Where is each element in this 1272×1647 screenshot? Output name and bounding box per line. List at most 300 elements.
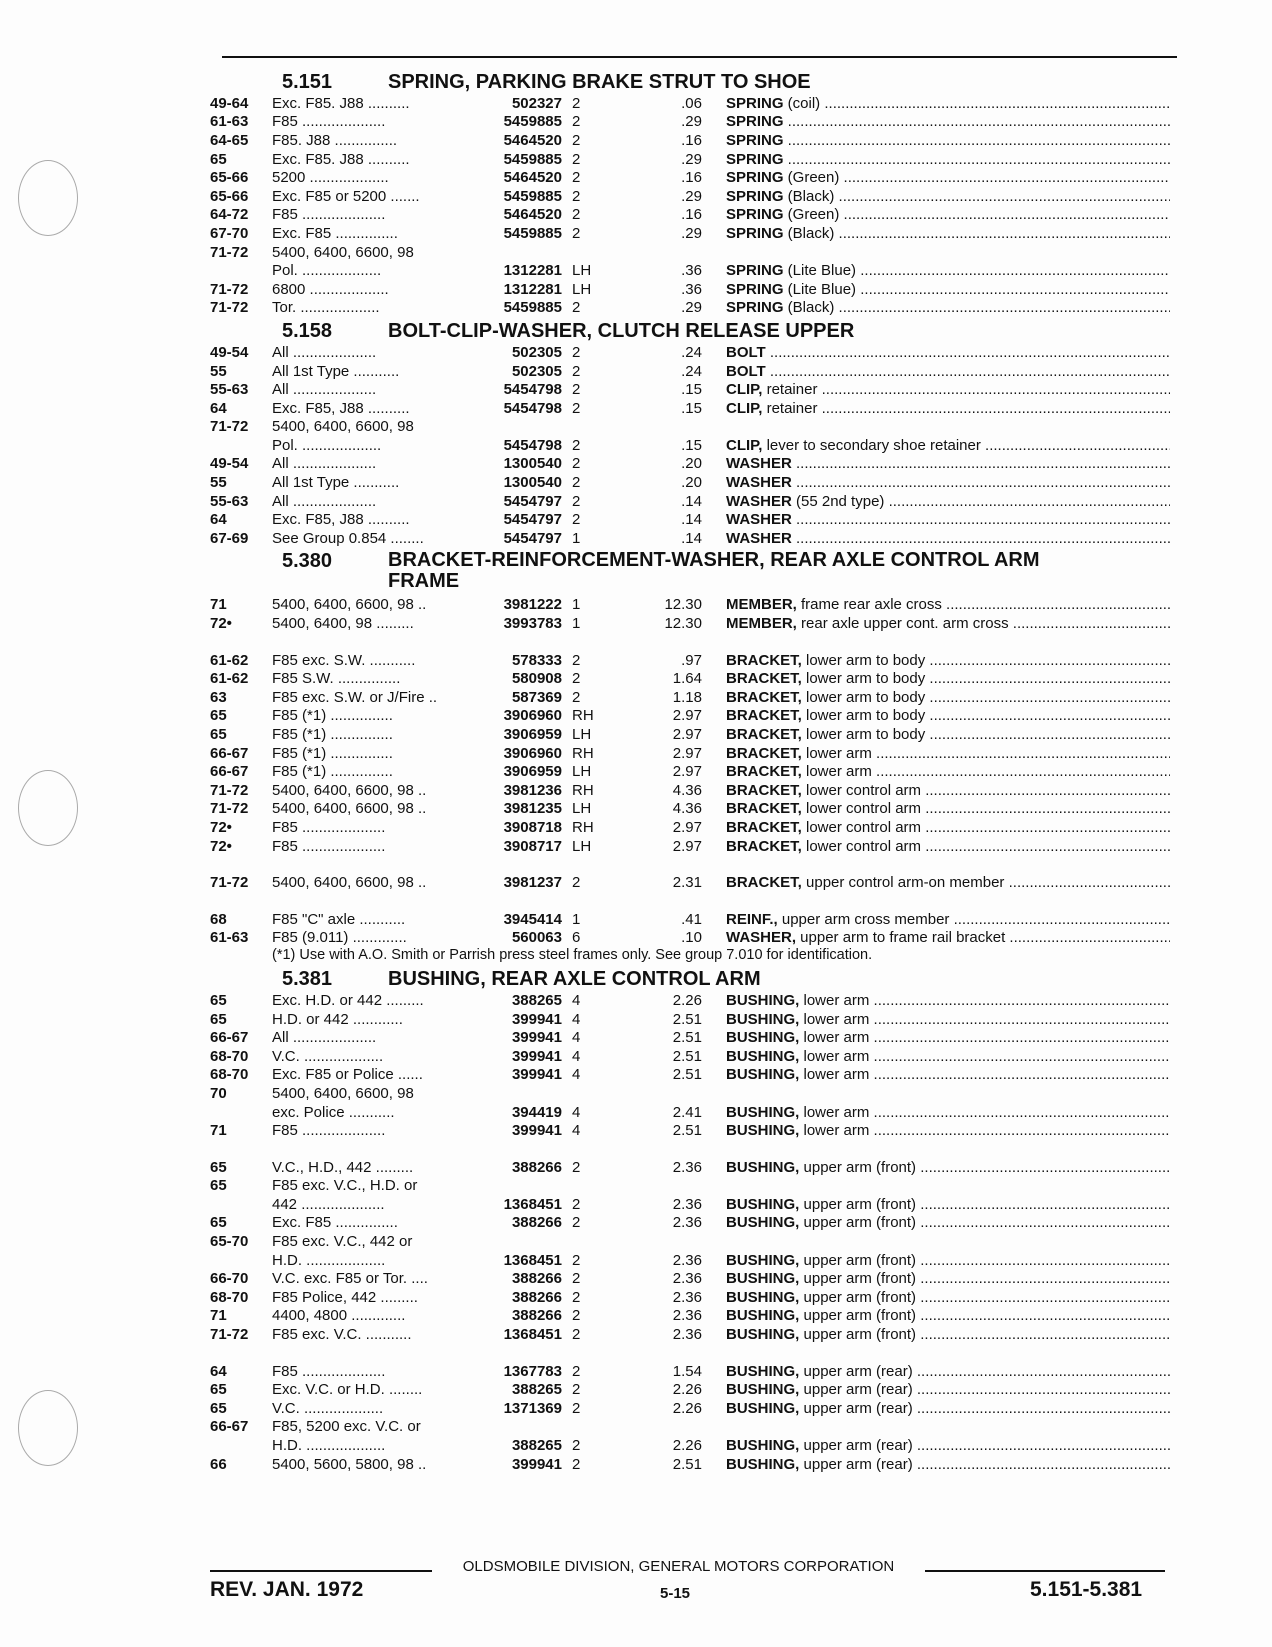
part-number: 1312281	[503, 262, 562, 280]
description	[726, 1196, 1170, 1213]
section-heading	[210, 319, 1170, 343]
price: 1.18	[672, 688, 702, 706]
description-detail: upper arm cross member	[777, 910, 950, 928]
description-text	[726, 455, 1170, 472]
model-year: 66-67	[210, 744, 249, 762]
price: .24	[681, 343, 702, 361]
catalog-row	[210, 1269, 1170, 1288]
description-detail: rear axle upper cont. arm cross	[796, 615, 1009, 633]
description-text	[726, 1363, 1170, 1380]
application: F85 (*1) ...............	[272, 707, 393, 725]
section-title-line: SPRING, PARKING BRAKE STRUT TO SHOE	[388, 70, 811, 93]
catalog-row	[210, 299, 1170, 318]
model-year: 55	[210, 362, 227, 380]
description-detail: lower arm to body	[801, 707, 926, 725]
price: 2.36	[672, 1307, 702, 1325]
description	[726, 363, 1170, 380]
quantity: 2	[572, 362, 581, 380]
part-number: 5464520	[503, 131, 562, 149]
catalog-row	[210, 1177, 1170, 1196]
binder-hole	[18, 1390, 78, 1466]
description-detail: lower arm	[799, 1066, 870, 1084]
description-text	[726, 1252, 1170, 1269]
description-text	[726, 1326, 1170, 1343]
part-number: 399941	[511, 1047, 562, 1065]
description-detail: upper arm (rear)	[799, 1455, 913, 1473]
price: 4.36	[672, 800, 702, 818]
catalog-row	[210, 1399, 1170, 1418]
description	[726, 1270, 1170, 1287]
description-detail: lower arm	[799, 1029, 870, 1047]
catalog-row	[210, 362, 1170, 381]
description-name: BRACKET,	[726, 818, 802, 836]
application: V.C. ...................	[272, 1399, 384, 1417]
catalog-row	[210, 1232, 1170, 1251]
section-title	[388, 72, 811, 93]
description-detail: lower control arm	[801, 800, 922, 818]
description-name: BUSHING,	[726, 1399, 800, 1417]
section-number: 5.151	[282, 70, 333, 93]
model-year: 55-63	[210, 381, 249, 399]
description-text	[726, 911, 1170, 928]
description-text	[726, 281, 1170, 298]
description-detail: (Black)	[783, 299, 835, 317]
application: H.D. ...................	[272, 1437, 386, 1455]
price: .97	[681, 651, 702, 669]
description	[726, 1381, 1170, 1398]
model-year: 61-63	[210, 113, 249, 131]
description-text	[726, 745, 1170, 762]
price: .15	[681, 399, 702, 417]
quantity: 2	[572, 1288, 581, 1306]
price: 2.51	[672, 1047, 702, 1065]
description-text	[726, 1270, 1170, 1287]
description-detail: lower arm	[799, 1122, 870, 1140]
part-number: 1368451	[503, 1195, 562, 1213]
quantity: 2	[572, 1158, 581, 1176]
description	[726, 1363, 1170, 1380]
model-year: 66	[210, 1455, 227, 1473]
description	[726, 763, 1170, 780]
quantity: 2	[572, 688, 581, 706]
parts-catalog	[210, 68, 1170, 1473]
description-name: BRACKET,	[726, 688, 802, 706]
price: 2.51	[672, 1010, 702, 1028]
description-detail: upper arm (front)	[799, 1288, 917, 1306]
price: 1.54	[672, 1362, 702, 1380]
description	[726, 400, 1170, 417]
application: All ....................	[272, 381, 377, 399]
description-text	[726, 800, 1170, 817]
description-name: CLIP,	[726, 399, 763, 417]
application: F85 exc. S.W. or J/Fire ..	[272, 688, 438, 706]
description	[726, 800, 1170, 817]
model-year: 71-72	[210, 800, 249, 818]
application: 442 ....................	[272, 1195, 385, 1213]
price: .29	[681, 187, 702, 205]
quantity: LH	[572, 726, 592, 744]
description-text	[726, 1066, 1170, 1083]
quantity: 2	[572, 399, 581, 417]
description	[726, 437, 1170, 454]
description-text	[726, 763, 1170, 780]
catalog-row	[210, 473, 1170, 492]
description-detail: upper arm (rear)	[799, 1437, 913, 1455]
application: All ....................	[272, 1029, 377, 1047]
description-name: BUSHING,	[726, 1381, 800, 1399]
quantity: LH	[572, 800, 592, 818]
application: Exc. F85. J88 ..........	[272, 94, 410, 112]
catalog-row	[210, 1251, 1170, 1270]
application: F85 exc. V.C., 442 or	[272, 1233, 413, 1251]
application: All ....................	[272, 455, 377, 473]
model-year: 66-67	[210, 1029, 249, 1047]
description-detail: lower control arm	[801, 837, 922, 855]
description	[726, 299, 1170, 316]
catalog-row	[210, 1455, 1170, 1474]
catalog-row	[210, 837, 1170, 856]
model-year: 67-70	[210, 224, 249, 242]
price: 2.51	[672, 1029, 702, 1047]
part-number: 3945414	[503, 910, 562, 928]
part-number: 560063	[511, 929, 562, 947]
price: .29	[681, 224, 702, 242]
part-number: 394419	[511, 1103, 562, 1121]
quantity: 2	[572, 1399, 581, 1417]
description-text	[726, 689, 1170, 706]
application: Exc. F85, J88 ..........	[272, 511, 410, 529]
model-year: 68-70	[210, 1288, 249, 1306]
description	[726, 992, 1170, 1009]
quantity: 2	[572, 381, 581, 399]
catalog-row	[210, 1436, 1170, 1455]
catalog-row	[210, 1307, 1170, 1326]
model-year: 65	[210, 1010, 227, 1028]
top-rule	[222, 56, 1177, 58]
description-name: SPRING	[726, 113, 784, 131]
section-title-line: BRACKET-REINFORCEMENT-WASHER, REAR AXLE CONTROL ARM	[388, 548, 1040, 571]
application: F85 ....................	[272, 818, 386, 836]
catalog-row	[210, 929, 1170, 948]
description-detail: (Black)	[783, 187, 835, 205]
description-name: BRACKET,	[726, 726, 802, 744]
description	[726, 911, 1170, 928]
description	[726, 819, 1170, 836]
part-number: 5454798	[503, 381, 562, 399]
quantity: 2	[572, 874, 581, 892]
model-year: 71-72	[210, 280, 249, 298]
price: .20	[681, 455, 702, 473]
application: Exc. F85. J88 ..........	[272, 150, 410, 168]
description-name: WASHER	[726, 474, 792, 492]
description-text	[726, 530, 1170, 547]
quantity: LH	[572, 262, 592, 280]
catalog-row	[210, 206, 1170, 225]
price: .06	[681, 94, 702, 112]
application: V.C. exc. F85 or Tor. ....	[272, 1270, 428, 1288]
price: 4.36	[672, 781, 702, 799]
description-name: SPRING	[726, 262, 784, 280]
description-name: BRACKET,	[726, 800, 802, 818]
part-number: 580908	[511, 670, 562, 688]
catalog-row	[210, 1325, 1170, 1344]
application: F85, 5200 exc. V.C. or	[272, 1418, 421, 1436]
quantity: 4	[572, 1047, 581, 1065]
catalog-row	[210, 243, 1170, 262]
price: 2.36	[672, 1326, 702, 1344]
application: Tor. ...................	[272, 299, 380, 317]
description-text	[726, 511, 1170, 528]
price: 2.36	[672, 1288, 702, 1306]
application: F85 exc. S.W. ...........	[272, 651, 416, 669]
model-year: 71-72	[210, 781, 249, 799]
price: .29	[681, 299, 702, 317]
catalog-row	[210, 455, 1170, 474]
quantity: 2	[572, 474, 581, 492]
application: 5400, 6400, 98 .........	[272, 615, 414, 633]
quantity: 6	[572, 929, 581, 947]
catalog-row	[210, 1380, 1170, 1399]
price: 2.51	[672, 1066, 702, 1084]
application: F85 (9.011) .............	[272, 929, 407, 947]
catalog-row	[210, 744, 1170, 763]
application: F85 ....................	[272, 206, 386, 224]
description-text	[726, 1104, 1170, 1121]
model-year: 65	[210, 150, 227, 168]
description-name: WASHER,	[726, 929, 797, 947]
quantity: 1	[572, 596, 581, 614]
price: .36	[681, 262, 702, 280]
part-number: 388265	[511, 1437, 562, 1455]
model-year: 65-66	[210, 187, 249, 205]
description-name: SPRING	[726, 187, 784, 205]
price: .29	[681, 150, 702, 168]
description-text	[726, 615, 1170, 632]
description-detail: lower arm	[799, 991, 870, 1009]
description	[726, 169, 1170, 186]
part-number: 5464520	[503, 169, 562, 187]
part-number: 1312281	[503, 280, 562, 298]
description-name: BUSHING,	[726, 1326, 800, 1344]
description-name: BUSHING,	[726, 1307, 800, 1325]
description	[726, 689, 1170, 706]
model-year: 66-67	[210, 763, 249, 781]
description	[726, 206, 1170, 223]
application: 5400, 6400, 6600, 98 ..	[272, 781, 427, 799]
description	[726, 838, 1170, 855]
description	[726, 225, 1170, 242]
description-detail: upper arm (front)	[799, 1195, 917, 1213]
footer-rule-left	[210, 1570, 432, 1572]
quantity: 4	[572, 1103, 581, 1121]
description-detail: (Green)	[783, 169, 840, 187]
description-name: BUSHING,	[726, 1066, 800, 1084]
price: 2.36	[672, 1158, 702, 1176]
part-number: 5459885	[503, 299, 562, 317]
application: H.D. or 442 ............	[272, 1010, 403, 1028]
description-detail: retainer	[762, 399, 818, 417]
description	[726, 1456, 1170, 1473]
application: 5400, 6400, 6600, 98 ..	[272, 874, 427, 892]
catalog-row	[210, 1195, 1170, 1214]
description-detail: lower arm	[801, 763, 872, 781]
catalog-row	[210, 187, 1170, 206]
price: .16	[681, 169, 702, 187]
description-detail: upper control arm-on member	[801, 874, 1005, 892]
description-text	[726, 838, 1170, 855]
description-name: BUSHING,	[726, 1214, 800, 1232]
catalog-row	[210, 380, 1170, 399]
application: All ....................	[272, 343, 377, 361]
price: .29	[681, 113, 702, 131]
model-year: 72•	[210, 837, 232, 855]
application: All 1st Type ...........	[272, 362, 400, 380]
model-year: 68-70	[210, 1066, 249, 1084]
application: F85 "C" axle ...........	[272, 910, 406, 928]
application: Pol. ...................	[272, 436, 382, 454]
catalog-row	[210, 1121, 1170, 1140]
application: All ....................	[272, 492, 377, 510]
binder-hole	[18, 160, 78, 236]
application: F85 ....................	[272, 837, 386, 855]
model-year: 49-54	[210, 343, 249, 361]
description-name: REINF.,	[726, 910, 778, 928]
model-year: 71-72	[210, 418, 249, 436]
catalog-row	[210, 873, 1170, 892]
price: .36	[681, 280, 702, 298]
price: 2.51	[672, 1455, 702, 1473]
quantity: LH	[572, 280, 592, 298]
part-number: 1300540	[503, 455, 562, 473]
model-year: 65	[210, 1177, 227, 1195]
catalog-row	[210, 261, 1170, 280]
part-number: 5459885	[503, 150, 562, 168]
part-number: 502305	[511, 343, 562, 361]
catalog-row	[210, 910, 1170, 929]
price: 1.64	[672, 670, 702, 688]
part-number: 399941	[511, 1029, 562, 1047]
catalog-row	[210, 781, 1170, 800]
description-text	[726, 1437, 1170, 1454]
description-name: BRACKET,	[726, 651, 802, 669]
quantity: RH	[572, 781, 594, 799]
description-text	[726, 1400, 1170, 1417]
description-detail: lower arm to body	[801, 726, 926, 744]
part-number: 1368451	[503, 1326, 562, 1344]
description	[726, 1437, 1170, 1454]
description-name: BUSHING,	[726, 1270, 800, 1288]
application: F85 (*1) ...............	[272, 726, 393, 744]
price: 12.30	[664, 596, 702, 614]
catalog-row	[210, 224, 1170, 243]
description-text	[726, 113, 1170, 130]
part-number: 587369	[511, 688, 562, 706]
description-name: BUSHING,	[726, 1047, 800, 1065]
description-text	[726, 169, 1170, 186]
part-number: 5459885	[503, 113, 562, 131]
description-text	[726, 1214, 1170, 1231]
description-text	[726, 1196, 1170, 1213]
description	[726, 745, 1170, 762]
description-text	[726, 1122, 1170, 1139]
quantity: 2	[572, 511, 581, 529]
quantity: RH	[572, 707, 594, 725]
description-name: MEMBER,	[726, 596, 797, 614]
price: .15	[681, 436, 702, 454]
price: 2.26	[672, 1437, 702, 1455]
description-name: BOLT	[726, 362, 766, 380]
description-text	[726, 381, 1170, 398]
catalog-row	[210, 1214, 1170, 1233]
model-year: 49-54	[210, 455, 249, 473]
price: .24	[681, 362, 702, 380]
part-number: 3993783	[503, 615, 562, 633]
part-number: 3906960	[503, 744, 562, 762]
description-detail: lower control arm	[801, 818, 922, 836]
description-detail: (Black)	[783, 224, 835, 242]
part-number: 399941	[511, 1010, 562, 1028]
application: Exc. F85 ...............	[272, 224, 398, 242]
catalog-row	[210, 651, 1170, 670]
price: 2.36	[672, 1251, 702, 1269]
description-name: BUSHING,	[726, 991, 800, 1009]
description-text	[726, 344, 1170, 361]
description-detail: lower control arm	[801, 781, 922, 799]
catalog-row	[210, 669, 1170, 688]
description-name: SPRING	[726, 280, 784, 298]
quantity: 2	[572, 206, 581, 224]
description-detail: lower arm	[799, 1103, 870, 1121]
application: F85 ....................	[272, 113, 386, 131]
catalog-row	[210, 436, 1170, 455]
model-year: 65	[210, 1399, 227, 1417]
price: 2.36	[672, 1214, 702, 1232]
description	[726, 1252, 1170, 1269]
description	[726, 1289, 1170, 1306]
description	[726, 530, 1170, 547]
description-name: WASHER	[726, 529, 792, 547]
quantity: 4	[572, 1029, 581, 1047]
description-detail: frame rear axle cross	[796, 596, 942, 614]
catalog-row	[210, 1010, 1170, 1029]
description	[726, 95, 1170, 112]
quantity: 2	[572, 1362, 581, 1380]
description-detail: upper arm (front)	[799, 1326, 917, 1344]
description	[726, 1214, 1170, 1231]
description-name: SPRING	[726, 299, 784, 317]
description	[726, 493, 1170, 510]
catalog-row	[210, 1066, 1170, 1085]
model-year: 64	[210, 1362, 227, 1380]
catalog-row	[210, 762, 1170, 781]
catalog-row	[210, 492, 1170, 511]
description-name: SPRING	[726, 94, 784, 112]
application: V.C., H.D., 442 .........	[272, 1158, 414, 1176]
description	[726, 1326, 1170, 1343]
application: F85 exc. V.C., H.D. or	[272, 1177, 418, 1195]
description-name: BRACKET,	[726, 763, 802, 781]
catalog-row	[210, 1158, 1170, 1177]
catalog-row	[210, 614, 1170, 633]
application: F85. J88 ...............	[272, 131, 398, 149]
description-text	[726, 188, 1170, 205]
price: .14	[681, 492, 702, 510]
catalog-row	[210, 707, 1170, 726]
description	[726, 455, 1170, 472]
footer-rule-right	[925, 1570, 1165, 1572]
description	[726, 726, 1170, 743]
price: 2.97	[672, 837, 702, 855]
